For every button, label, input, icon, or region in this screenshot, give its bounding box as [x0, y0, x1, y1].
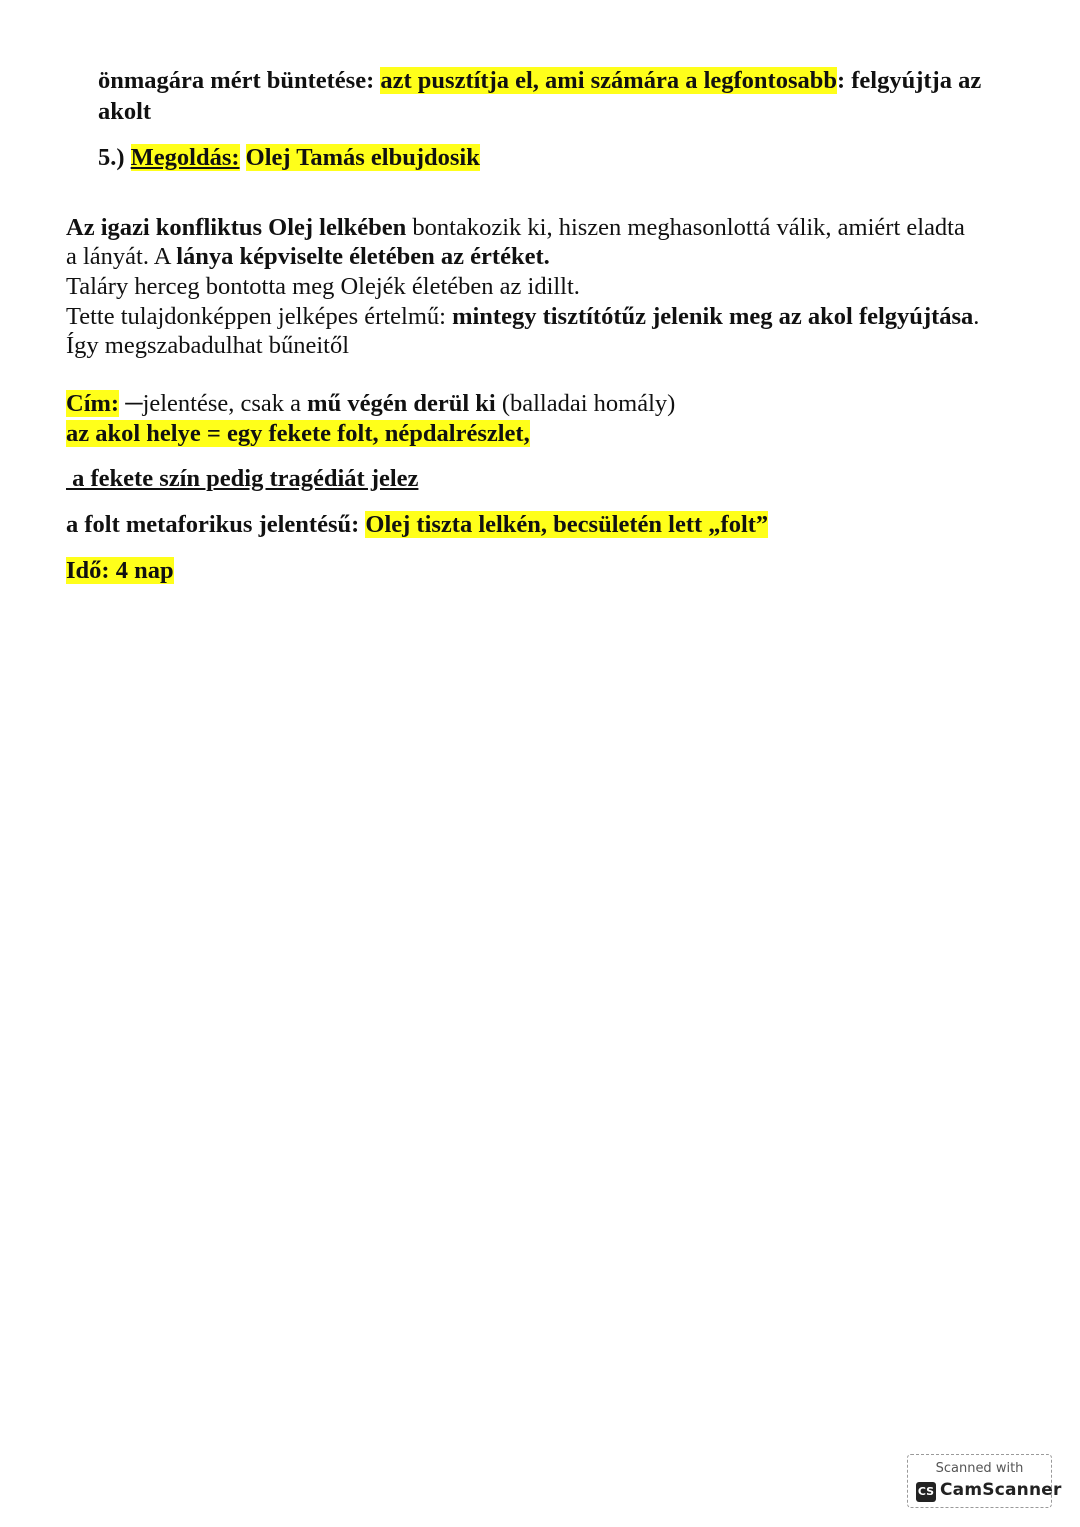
- highlighted-text: az akol helye = egy fekete folt, népdalrészlet,: [66, 420, 530, 447]
- text-segment: .: [973, 303, 980, 330]
- list-number: 5.): [98, 144, 131, 171]
- watermark-brand-name: CamScanner: [940, 1480, 1062, 1500]
- text-line-solution: [98, 143, 480, 173]
- section-label-title: Cím:: [66, 390, 120, 417]
- underlined-text: a fekete szín pedig tragédiát jelez: [66, 465, 419, 492]
- highlighted-text: Olej tiszta lelkén, becsületén lett „folt”: [365, 511, 769, 538]
- text-line-metaphor: [66, 510, 768, 540]
- text-segment: (balladai homály): [495, 390, 676, 417]
- text-segment: Tette tulajdonképpen jelképes értelmű:: [66, 303, 453, 330]
- camscanner-logo-icon: CS: [916, 1482, 936, 1502]
- camscanner-watermark: [907, 1454, 1062, 1508]
- text-line-punishment: [98, 66, 981, 96]
- paragraph-line-daughter: [66, 242, 550, 272]
- paragraph-line-conflict: [66, 213, 965, 243]
- text-space: [240, 144, 246, 171]
- text-line-akol-place: [66, 419, 530, 449]
- text-segment: a lányát. A: [66, 243, 177, 270]
- text-segment: bontakozik ki, hiszen meghasonlottá válik, amiért eladta: [406, 214, 965, 241]
- highlighted-text: Olej Tamás elbujdosik: [245, 144, 480, 171]
- text-segment: : felgyújtja az: [836, 67, 982, 94]
- paragraph-line-symbolic: [66, 302, 979, 332]
- highlighted-text: Idő: 4 nap: [66, 557, 174, 584]
- text-line-akolt: [98, 97, 151, 127]
- text-segment: a folt metaforikus jelentésű:: [66, 511, 366, 538]
- dash-symbol: ─: [119, 390, 143, 417]
- text-line-time: [66, 556, 174, 586]
- text-line-title-meaning: [66, 389, 675, 419]
- bold-text: mű végén derül ki: [307, 390, 496, 417]
- text-line-black-color: [66, 464, 418, 494]
- highlighted-text: azt pusztítja el, ami számára a legfontosabb: [380, 67, 837, 94]
- bold-text: Az igazi konfliktus Olej lelkében: [66, 214, 407, 241]
- text-segment: Így megszabadulhat bűneitől: [66, 332, 350, 359]
- text-segment: Taláry herceg bontotta meg Olejék életében az idillt.: [66, 273, 580, 300]
- text-segment: akolt: [98, 98, 152, 125]
- text-segment: önmagára mért büntetése:: [98, 67, 381, 94]
- paragraph-line-prince: [66, 272, 580, 302]
- section-label-solution: Megoldás:: [130, 144, 240, 171]
- bold-text: lánya képviselte életében az értéket.: [176, 243, 550, 270]
- watermark-caption: Scanned with: [935, 1461, 1024, 1476]
- bold-text: mintegy tisztítótűz jelenik meg az akol felgyújtása: [452, 303, 974, 330]
- text-segment: jelentése, csak a: [142, 390, 308, 417]
- paragraph-line-freedom: [66, 331, 349, 361]
